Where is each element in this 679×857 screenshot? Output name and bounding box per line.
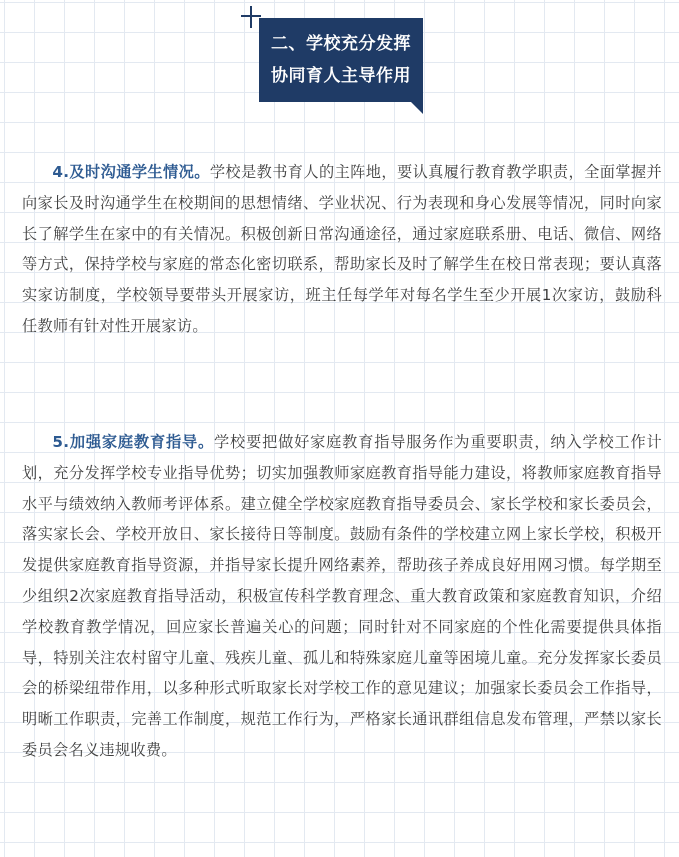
crosshair-vertical <box>250 6 252 28</box>
paragraph-heading: 5.加强家庭教育指导。 <box>52 433 215 451</box>
paragraph-communicate-student-status <box>22 157 662 342</box>
paragraph-heading: 4.及时沟通学生情况。 <box>52 163 210 181</box>
section-title <box>259 28 423 92</box>
section-title-line-1: 二、学校充分发挥 <box>271 34 411 54</box>
paragraph-family-education-guidance <box>22 427 662 766</box>
section-title-line-2: 协同育人主导作用 <box>271 66 411 86</box>
paragraph-body: 学校要把做好家庭教育指导服务作为重要职责，纳入学校工作计划，充分发挥学校专业指导优势；切实加强教师家庭教育指导能力建设，将教师家庭教育指导水平与绩效纳入教师考评体系。建立健全学校家庭教育指导委员会、家长学校和家长委员会，落实家长会、学校开放日、家长接待日等制度。鼓励有条件的学校建立网上家长学校，积极开发提供家庭教育指导资源，并指导家长提升网络素养，帮助孩子养成良好用网习惯。每学期至少组织2次家庭教育指导活动，积极宣传科学教育理念、重大教育政策和家庭教育知识，介绍学校教育教学情况，回应家长普遍关心的问题；同时针对不同家庭的个性化需要提供具体指导，特别关注农村留守儿童、残疾儿童、孤儿和特殊家庭儿童等困境儿童。充分发挥家长委员会的桥梁纽带作用，以多种形式听取家长对学校工作的意见建议；加强家长委员会工作指导，明晰工作职责，完善工作制度，规范工作行为，严格家长通讯群组信息发布管理，严禁以家长委员会名义违规收费。 <box>22 433 663 759</box>
section-title-banner <box>259 18 423 114</box>
crosshair-decoration <box>241 6 261 26</box>
paragraph-body: 学校是教书育人的主阵地，要认真履行教育教学职责，全面掌握并向家长及时沟通学生在校期间的思想情绪、学业状况、行为表现和身心发展等情况，同时向家长了解学生在家中的有关情况。积极创新日常沟通途径，通过家庭联系册、电话、微信、网络等方式，保持学校与家庭的常态化密切联系，帮助家长及时了解学生在校日常表现；要认真落实家访制度，学校领导要带头开展家访，班主任每学年对每名学生至少开展1次家访，鼓励科任教师有针对性开展家访。 <box>22 163 663 335</box>
